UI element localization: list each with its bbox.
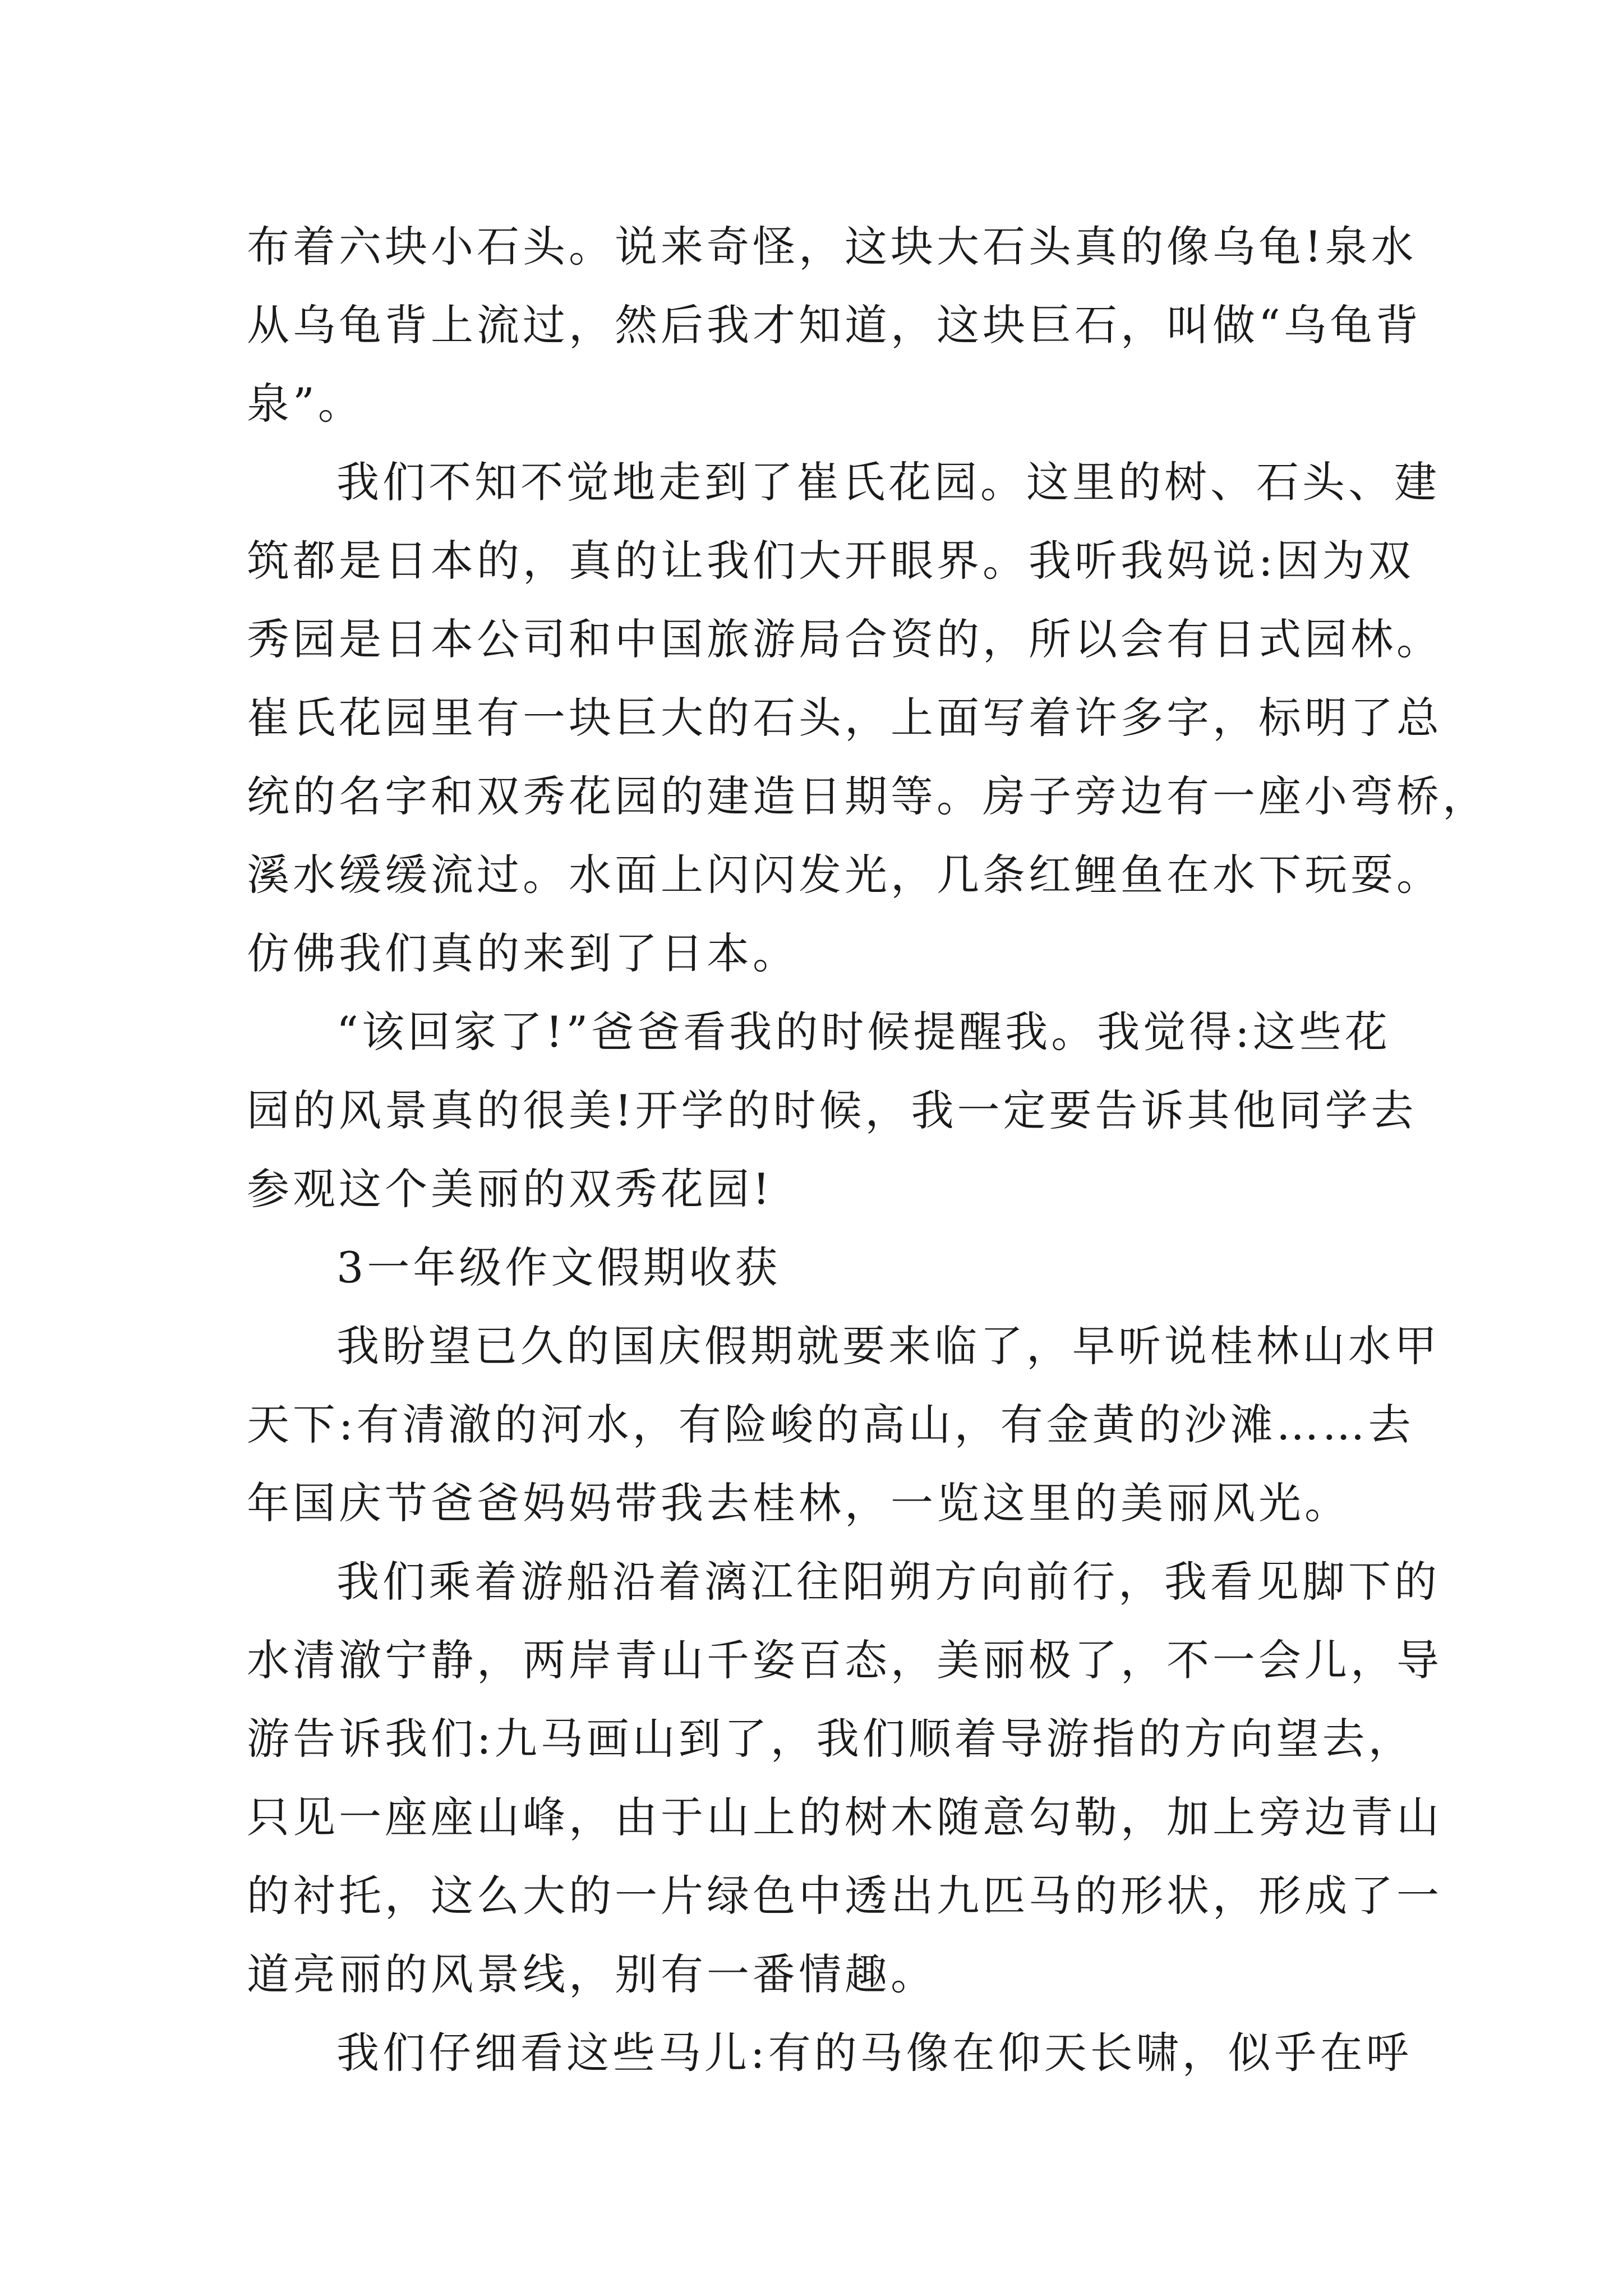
paragraph-first-line: 我盼望已久的国庆假期就要来临了，早听说桂林山水甲 <box>336 1321 1440 1371</box>
paragraph-first-line: 我们不知不觉地走到了崔氏花园。这里的树、石头、建 <box>336 457 1440 507</box>
text-line: 年国庆节爸爸妈妈带我去桂林，一览这里的美丽风光。 <box>247 1478 1350 1528</box>
paragraph-first-line: 我们仔细看这些马儿:有的马像在仰天长啸，似乎在呼 <box>336 2028 1412 2078</box>
text-line: 筑都是日本的，真的让我们大开眼界。我听我妈说:因为双 <box>247 536 1414 586</box>
text-line: 参观这个美丽的双秀花园! <box>247 1164 773 1214</box>
text-line: 仿佛我们真的来到了日本。 <box>247 928 799 978</box>
text-line: 崔氏花园里有一块巨大的石头，上面写着许多字，标明了总 <box>247 693 1442 743</box>
text-line: 布着六块小石头。说来奇怪，这块大石头真的像乌龟!泉水 <box>247 222 1417 272</box>
text-line: 秀园是日本公司和中国旅游局合资的，所以会有日式园林。 <box>247 614 1442 664</box>
paragraph-first-line: 我们乘着游船沿着漓江往阳朔方向前行，我看见脚下的 <box>336 1557 1440 1607</box>
text-line: 的衬托，这么大的一片绿色中透出九匹马的形状，形成了一 <box>247 1871 1442 1921</box>
paragraph-first-line: “该回家了!”爸爸看我的时候提醒我。我觉得:这些花 <box>336 1007 1391 1057</box>
text-line: 只见一座座山峰，由于山上的树木随意勾勒，加上旁边青山 <box>247 1792 1442 1842</box>
text-line: 游告诉我们:九马画山到了，我们顺着导游指的方向望去， <box>247 1714 1414 1764</box>
text-line: 园的风景真的很美!开学的时候，我一定要告诉其他同学去 <box>247 1085 1417 1135</box>
section-heading: 3一年级作文假期收获 <box>336 1243 781 1292</box>
text-line: 水清澈宁静，两岸青山千姿百态，美丽极了，不一会儿，导 <box>247 1635 1442 1685</box>
text-line: 道亮丽的风景线，别有一番情趣。 <box>247 1949 937 1999</box>
text-line: 统的名字和双秀花园的建造日期等。房子旁边有一座小弯桥， <box>247 771 1488 821</box>
text-line: 溪水缓缓流过。水面上闪闪发光，几条红鲤鱼在水下玩耍。 <box>247 850 1442 900</box>
text-line: 天下:有清澈的河水，有险峻的高山，有金黄的沙滩……去 <box>247 1400 1414 1450</box>
text-line: 泉”。 <box>247 379 364 429</box>
text-line: 从乌龟背上流过，然后我才知道，这块巨石，叫做“乌龟背 <box>247 300 1422 350</box>
